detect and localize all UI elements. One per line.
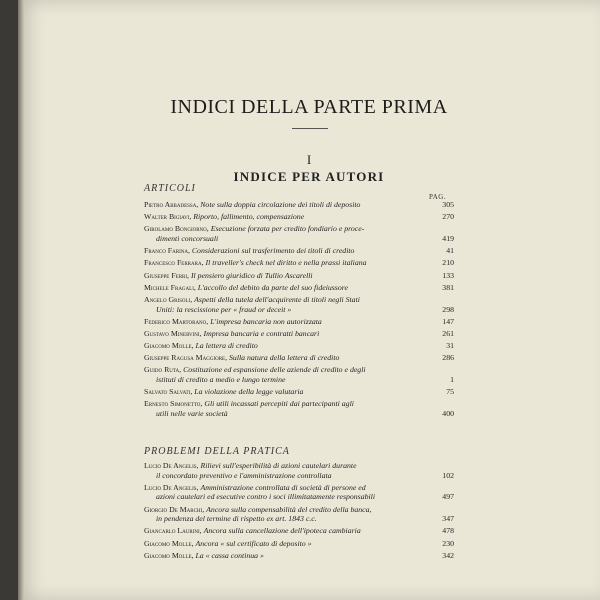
entry-author: Giuseppe Ragusa Maggiore, (144, 353, 228, 363)
entry-author: Franco Farina, (144, 246, 190, 256)
entry-author: Walter Bigiavi, (144, 212, 192, 222)
entry-author: Pietro Abbadessa, (144, 200, 199, 209)
index-entry (144, 329, 454, 339)
section-number: I (306, 152, 312, 167)
index-entry (144, 246, 454, 256)
entry-title-continued: istituti di credito a medio e lungo termine (156, 375, 286, 385)
entry-author: Lucio De Angelis, (144, 461, 199, 470)
entry-author: Girolamo Bongiorno, (144, 224, 209, 234)
index-entry (144, 539, 454, 549)
entry-title-continued: utili nelle varie società (156, 409, 228, 418)
section-heading-articoli: ARTICOLI (144, 183, 196, 194)
entry-author: Michele Fragali, (144, 282, 196, 292)
index-entry (144, 283, 454, 293)
index-entry (144, 461, 454, 480)
entry-page-number: 41 (446, 246, 454, 256)
entry-title: Note sulla doppia circolazione dei titoli di deposito (200, 200, 361, 209)
index-entry (144, 295, 454, 314)
index-entry (144, 317, 454, 327)
index-entry (144, 341, 454, 351)
entry-title: Costituzione ed espansione delle aziende di credito e degli (183, 365, 366, 375)
entry-page-number: 147 (442, 316, 454, 326)
entry-author: Ernesto Simonetto, (144, 399, 203, 409)
entry-title: La lettera di credito (195, 341, 258, 351)
entry-page-number: 305 (442, 200, 454, 209)
index-entry (144, 224, 454, 243)
index-entry (144, 271, 454, 281)
index-entry (144, 365, 454, 384)
entry-title-continued: in pendenza del termine di rispetto ex art. 1843 c.c. (156, 514, 317, 524)
entry-author: Giacomo Molle, (144, 550, 194, 560)
index-entry (144, 551, 454, 561)
entry-page-number: 298 (442, 304, 454, 314)
entry-author: Lucio De Angelis, (144, 482, 199, 492)
entry-title: Amministrazione controllata di società di persone ed (200, 482, 366, 492)
entry-page-number: 400 (442, 409, 454, 418)
entry-title: La « cassa continua » (195, 550, 264, 560)
entry-author: Giuseppe Ferri, (144, 270, 189, 280)
section-heading-problemi: PROBLEMI DELLA PRATICA (144, 446, 290, 457)
entry-page-number: 497 (442, 492, 454, 502)
index-entry (144, 387, 454, 397)
entry-page-number: 342 (442, 550, 454, 560)
entry-page-number: 419 (442, 233, 454, 243)
entry-author: Giorgio De Marchi, (144, 504, 205, 514)
entry-page-number: 381 (442, 282, 454, 292)
entry-title: Ancora « sul certificato di deposito » (195, 538, 312, 548)
entry-title: Impresa bancaria e contratti bancari (203, 328, 320, 338)
entry-title: Gli utili incassati percepiti dai partecipanti agli (204, 399, 354, 409)
entry-title: Riporto, fallimento, compensazione (193, 212, 305, 222)
entry-author: Giancarlo Laurini, (144, 526, 202, 536)
problemi-list (144, 461, 454, 563)
page-title: INDICI DELLA PARTE PRIMA (170, 96, 448, 118)
index-entry (144, 200, 454, 210)
entry-author: Giacomo Molle, (144, 538, 194, 548)
index-entry (144, 353, 454, 363)
index-entry (144, 399, 454, 418)
page-gutter-shadow (18, 0, 24, 600)
book-page (18, 0, 600, 600)
entry-author: Federico Martorano, (144, 316, 209, 326)
articoli-list (144, 200, 454, 421)
entry-title: Esecuzione forzata per credito fondiario e proce- (210, 224, 365, 234)
index-subtitle: INDICE PER AUTORI (233, 169, 385, 184)
entry-title: La violazione della legge valutaria (194, 387, 304, 397)
entry-title: Il traveller's check nel diritto e nella prassi italiana (205, 258, 367, 268)
entry-page-number: 1 (450, 375, 454, 385)
entry-page-number: 478 (442, 526, 454, 536)
entry-title: Considerazioni sul trasferimento dei titoli di credito (191, 246, 355, 256)
index-entry (144, 526, 454, 536)
entry-title: Aspetti della tutela dell'acquirente di titoli negli Stati (194, 294, 360, 304)
index-entry (144, 258, 454, 268)
entry-page-number: 75 (446, 387, 454, 397)
entry-page-number: 133 (442, 270, 454, 280)
entry-page-number: 230 (442, 538, 454, 548)
entry-title: Ancora sulla cancellazione dell'ipoteca cambiaria (203, 526, 361, 536)
title-rule (292, 128, 328, 129)
entry-author: Giacomo Molle, (144, 341, 194, 351)
entry-title: Il pensiero giuridico di Tullio Ascarelli (190, 270, 313, 280)
entry-title-continued: azioni cautelari ed esecutive contro i soci illimitatamente responsabili (156, 492, 375, 502)
entry-author: Francesco Ferrara, (144, 258, 204, 268)
entry-page-number: 347 (442, 514, 454, 524)
entry-title: Sulla natura della lettera di credito (229, 353, 340, 363)
entry-page-number: 270 (442, 212, 454, 222)
entry-author: Gustavo Minervini, (144, 328, 202, 338)
index-entry (144, 483, 454, 502)
entry-page-number: 102 (442, 470, 454, 480)
entry-title-continued: Uniti: la rescissione per « fraud or deceit » (156, 304, 292, 314)
entry-title-continued: il concordato preventivo e l'amministrazione controllata (156, 470, 332, 480)
entry-title: Rilievi sull'esperibilità di azioni cautelari durante (200, 461, 357, 470)
entry-title: Ancora sulla compensabilità del credito della banca, (206, 504, 372, 514)
entry-page-number: 210 (442, 258, 454, 268)
index-entry (144, 505, 454, 524)
entry-page-number: 286 (442, 353, 454, 363)
entry-page-number: 261 (442, 328, 454, 338)
entry-title-continued: dimenti concorsuali (156, 233, 219, 243)
index-entry (144, 212, 454, 222)
page-column-label: PAG. (429, 193, 447, 201)
entry-author: Salvato Salvati, (144, 387, 193, 397)
entry-author: Angelo Grisoli, (144, 294, 193, 304)
entry-title: L'impresa bancaria non autorizzata (210, 316, 322, 326)
entry-page-number: 31 (446, 341, 454, 351)
entry-author: Guido Ruta, (144, 365, 182, 375)
entry-title: L'accollo del debito da parte del suo fideiussore (197, 282, 348, 292)
